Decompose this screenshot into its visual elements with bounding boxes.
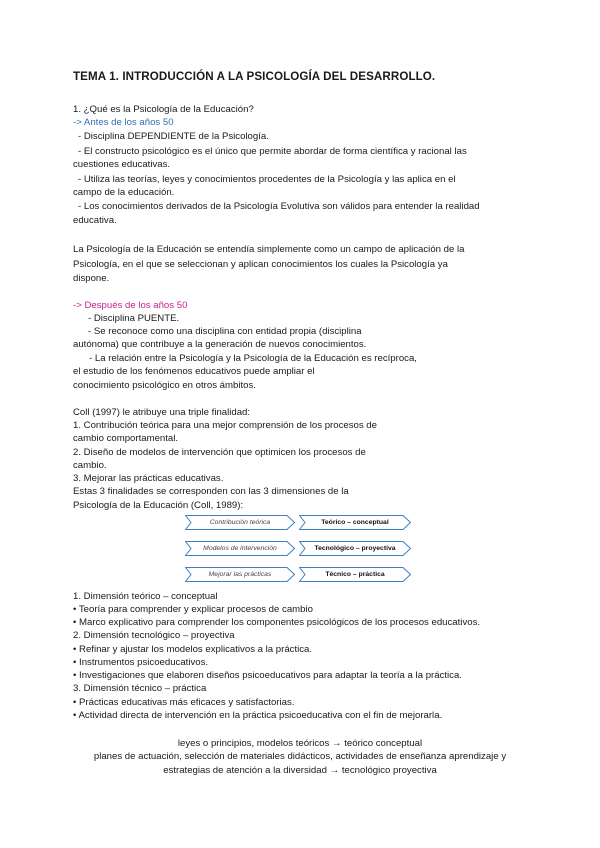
before-bullet-3: - Utiliza las teorías, leyes y conocimientos procedentes de la Psicología y las aplica en el — [78, 174, 456, 185]
diagram-left-label: Contribución teórica — [209, 519, 271, 526]
diagram-left-arrow — [185, 515, 295, 530]
dimensions-diagram — [183, 514, 413, 584]
coll-item-2: 2. Diseño de modelos de intervención que optimicen los procesos de — [73, 447, 366, 458]
dimension-3-bullet: • Actividad directa de intervención en la práctica psicoeducativa con el fin de mejorarla. — [73, 710, 443, 721]
dimension-2-bullet: • Instrumentos psicoeducativos. — [73, 657, 209, 668]
coll-intro: Coll (1997) le atribuye una triple finalidad: — [73, 407, 251, 418]
after-50-heading: -> Después de los años 50 — [73, 300, 188, 311]
after-bullet-2-cont: autónoma) que contribuye a la generación de nuevos conocimientos. — [73, 339, 367, 350]
before-bullet-4: - Los conocimientos derivados de la Psicología Evolutiva son válidos para entender la realidad — [78, 201, 480, 212]
coll-item-3: 3. Mejorar las prácticas educativas. — [73, 473, 224, 484]
summary-line: leyes o principios, modelos teóricos → teórico conceptual — [177, 738, 423, 749]
before-bullet-1: - Disciplina DEPENDIENTE de la Psicología. — [78, 131, 269, 142]
dimension-1-bullet: • Marco explicativo para comprender los componentes psicológicos de los procesos educativos. — [73, 617, 481, 628]
diagram-left-label: Mejorar las prácticas — [208, 571, 272, 578]
after-bullet-3-cont: el estudio de los fenómenos educativos puede ampliar el — [73, 366, 315, 377]
before-bullet-2-cont: cuestiones educativas. — [73, 159, 171, 170]
coll-item-2-cont: cambio. — [73, 460, 107, 471]
coll-correspond: Estas 3 finalidades se corresponden con las 3 dimensiones de la — [73, 486, 349, 497]
coll-item-1: 1. Contribución teórica para una mejor comprensión de los procesos de — [73, 420, 377, 431]
dimension-2-bullet: • Investigaciones que elaboren diseños psicoeducativos para adaptar la teoría a la práctica. — [73, 670, 462, 681]
coll-correspond-cont: Psicología de la Educación (Coll, 1989): — [73, 500, 244, 511]
dimension-2-heading: 2. Dimensión tecnológico – proyectiva — [73, 630, 235, 641]
dimension-3-heading: 3. Dimensión técnico – práctica — [73, 683, 207, 694]
dimension-1-heading: 1. Dimensión teórico – conceptual — [73, 591, 218, 602]
after-bullet-3-cont: conocimiento psicológico en otros ámbitos. — [73, 380, 256, 391]
after-bullet-1: - Disciplina PUENTE. — [88, 313, 180, 324]
after-bullet-2: - Se reconoce como una disciplina con entidad propia (disciplina — [88, 326, 362, 337]
diagram-right-arrow — [299, 515, 411, 530]
before-50-heading: -> Antes de los años 50 — [73, 117, 174, 128]
section-heading: 1. ¿Qué es la Psicología de la Educación? — [73, 104, 254, 115]
diagram-left-arrow — [185, 541, 295, 556]
paragraph-line: dispone. — [73, 273, 110, 284]
dimension-2-bullet: • Refinar y ajustar los modelos explicativos a la práctica. — [73, 644, 313, 655]
diagram-left-label: Modelos de intervención — [203, 545, 277, 552]
diagram-right-label: Técnico – práctica — [325, 571, 385, 578]
before-bullet-4-cont: educativa. — [73, 215, 117, 226]
summary-line: estrategias de atención a la diversidad → tecnológico proyectiva — [163, 765, 437, 776]
diagram-right-label: Tecnológico – proyectiva — [314, 545, 396, 552]
diagram-right-arrow — [299, 541, 411, 556]
paragraph-line: Psicología, en el que se seleccionan y aplican conocimientos los cuales la Psicología ya — [73, 259, 448, 270]
diagram-right-label: Teórico – conceptual — [321, 519, 389, 526]
dimension-3-bullet: • Prácticas educativas más eficaces y satisfactorias. — [73, 697, 295, 708]
paragraph-line: La Psicología de la Educación se entendía simplemente como un campo de aplicación de la — [73, 244, 465, 255]
before-bullet-3-cont: campo de la educación. — [73, 187, 175, 198]
summary-line: planes de actuación, selección de materiales didácticos, actividades de enseñanza aprendizaje y — [93, 751, 507, 762]
after-bullet-3: - La relación entre la Psicología y la Psicología de la Educación es recíproca, — [89, 353, 417, 364]
before-bullet-2: - El constructo psicológico es el único que permite abordar de forma científica y racional las — [78, 146, 467, 157]
diagram-left-arrow — [185, 567, 295, 582]
page-title: TEMA 1. INTRODUCCIÓN A LA PSICOLOGÍA DEL DESARROLLO. — [73, 70, 436, 83]
diagram-right-arrow — [299, 567, 411, 582]
coll-item-1-cont: cambio comportamental. — [73, 433, 179, 444]
dimension-1-bullet: • Teoría para comprender y explicar procesos de cambio — [73, 604, 313, 615]
